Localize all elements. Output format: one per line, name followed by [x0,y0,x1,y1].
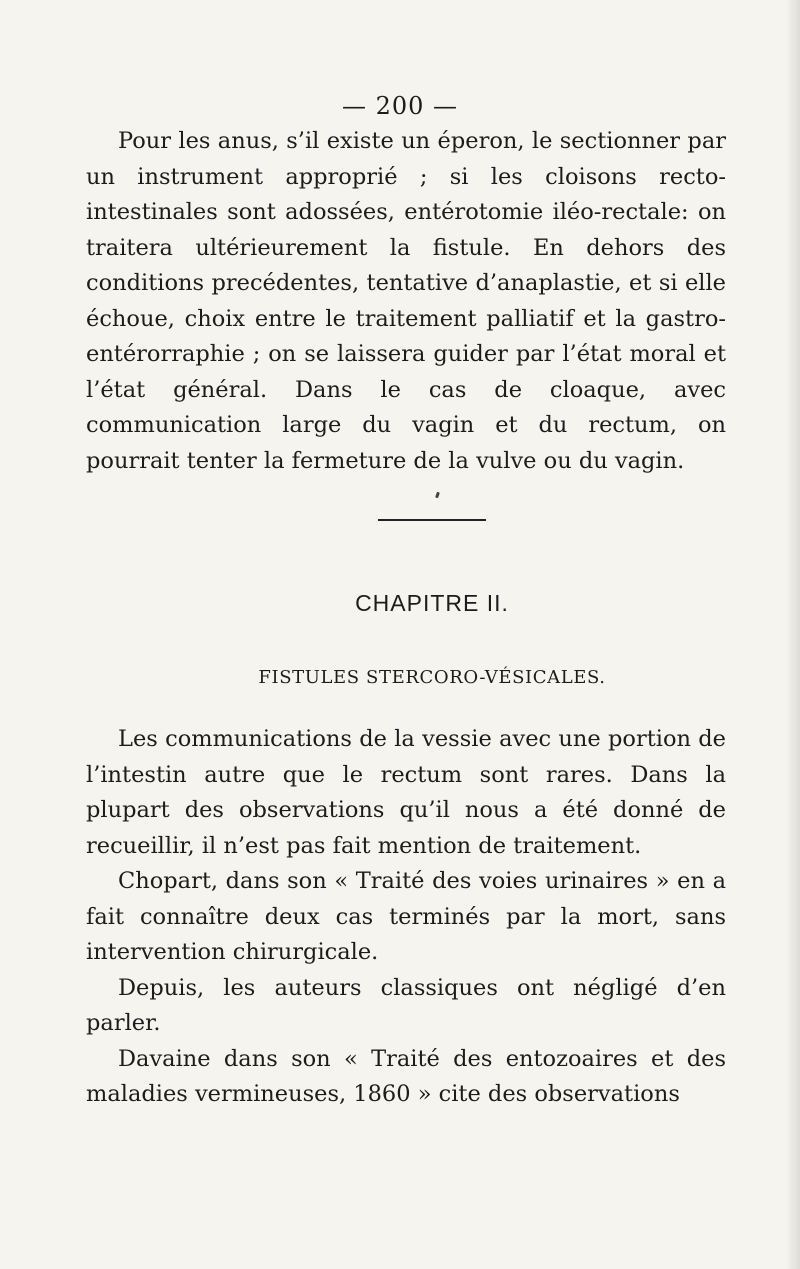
section-divider [378,519,486,521]
chapter-body [86,722,726,1113]
chapter-title: CHAPITRE II. [355,590,509,616]
intro-paragraph: Pour les anus, s’il existe un éperon, le sectionner par un instrument approprié ; si les cloisons recto-intestinales sont adossées, entérotomie iléo-rectale: on traitera ultérieurement la fistule. En dehors des conditions precédentes, tentative d’anaplastie, et si elle échoue, choix entre le traitement palliatif et la gastro-entérorraphie ; on se laissera guider par l’état moral et l’état général. Dans le cas de cloaque, avec communication large du vagin et du rectum, on pourrait tenter la fermeture de la vulve ou du vagin. [86,128,726,474]
body-paragraph: Depuis, les auteurs classiques ont négligé d’en parler. [86,974,726,1036]
page-number: — 200 — [341,92,459,120]
print-speck [435,492,440,499]
body-paragraph: Davaine dans son « Traité des entozoaires et des maladies vermineuses, 1860 » cite des observations [86,1045,726,1107]
body-paragraph: Les communications de la vessie avec une portion de l’intestin autre que le rectum sont rares. Dans la plupart des observations qu’il nous a été donné de recueillir, il n’est pas fait mention de traitement. [86,726,726,859]
page-edge-shadow [786,0,800,1269]
body-paragraph: Chopart, dans son « Traité des voies urinaires » en a fait connaître deux cas terminés par la mort, sans intervention chirurgicale. [86,868,726,965]
chapter-subtitle: FISTULES STERCORO-VÉSICALES. [258,667,606,688]
intro-text-block [86,124,726,479]
